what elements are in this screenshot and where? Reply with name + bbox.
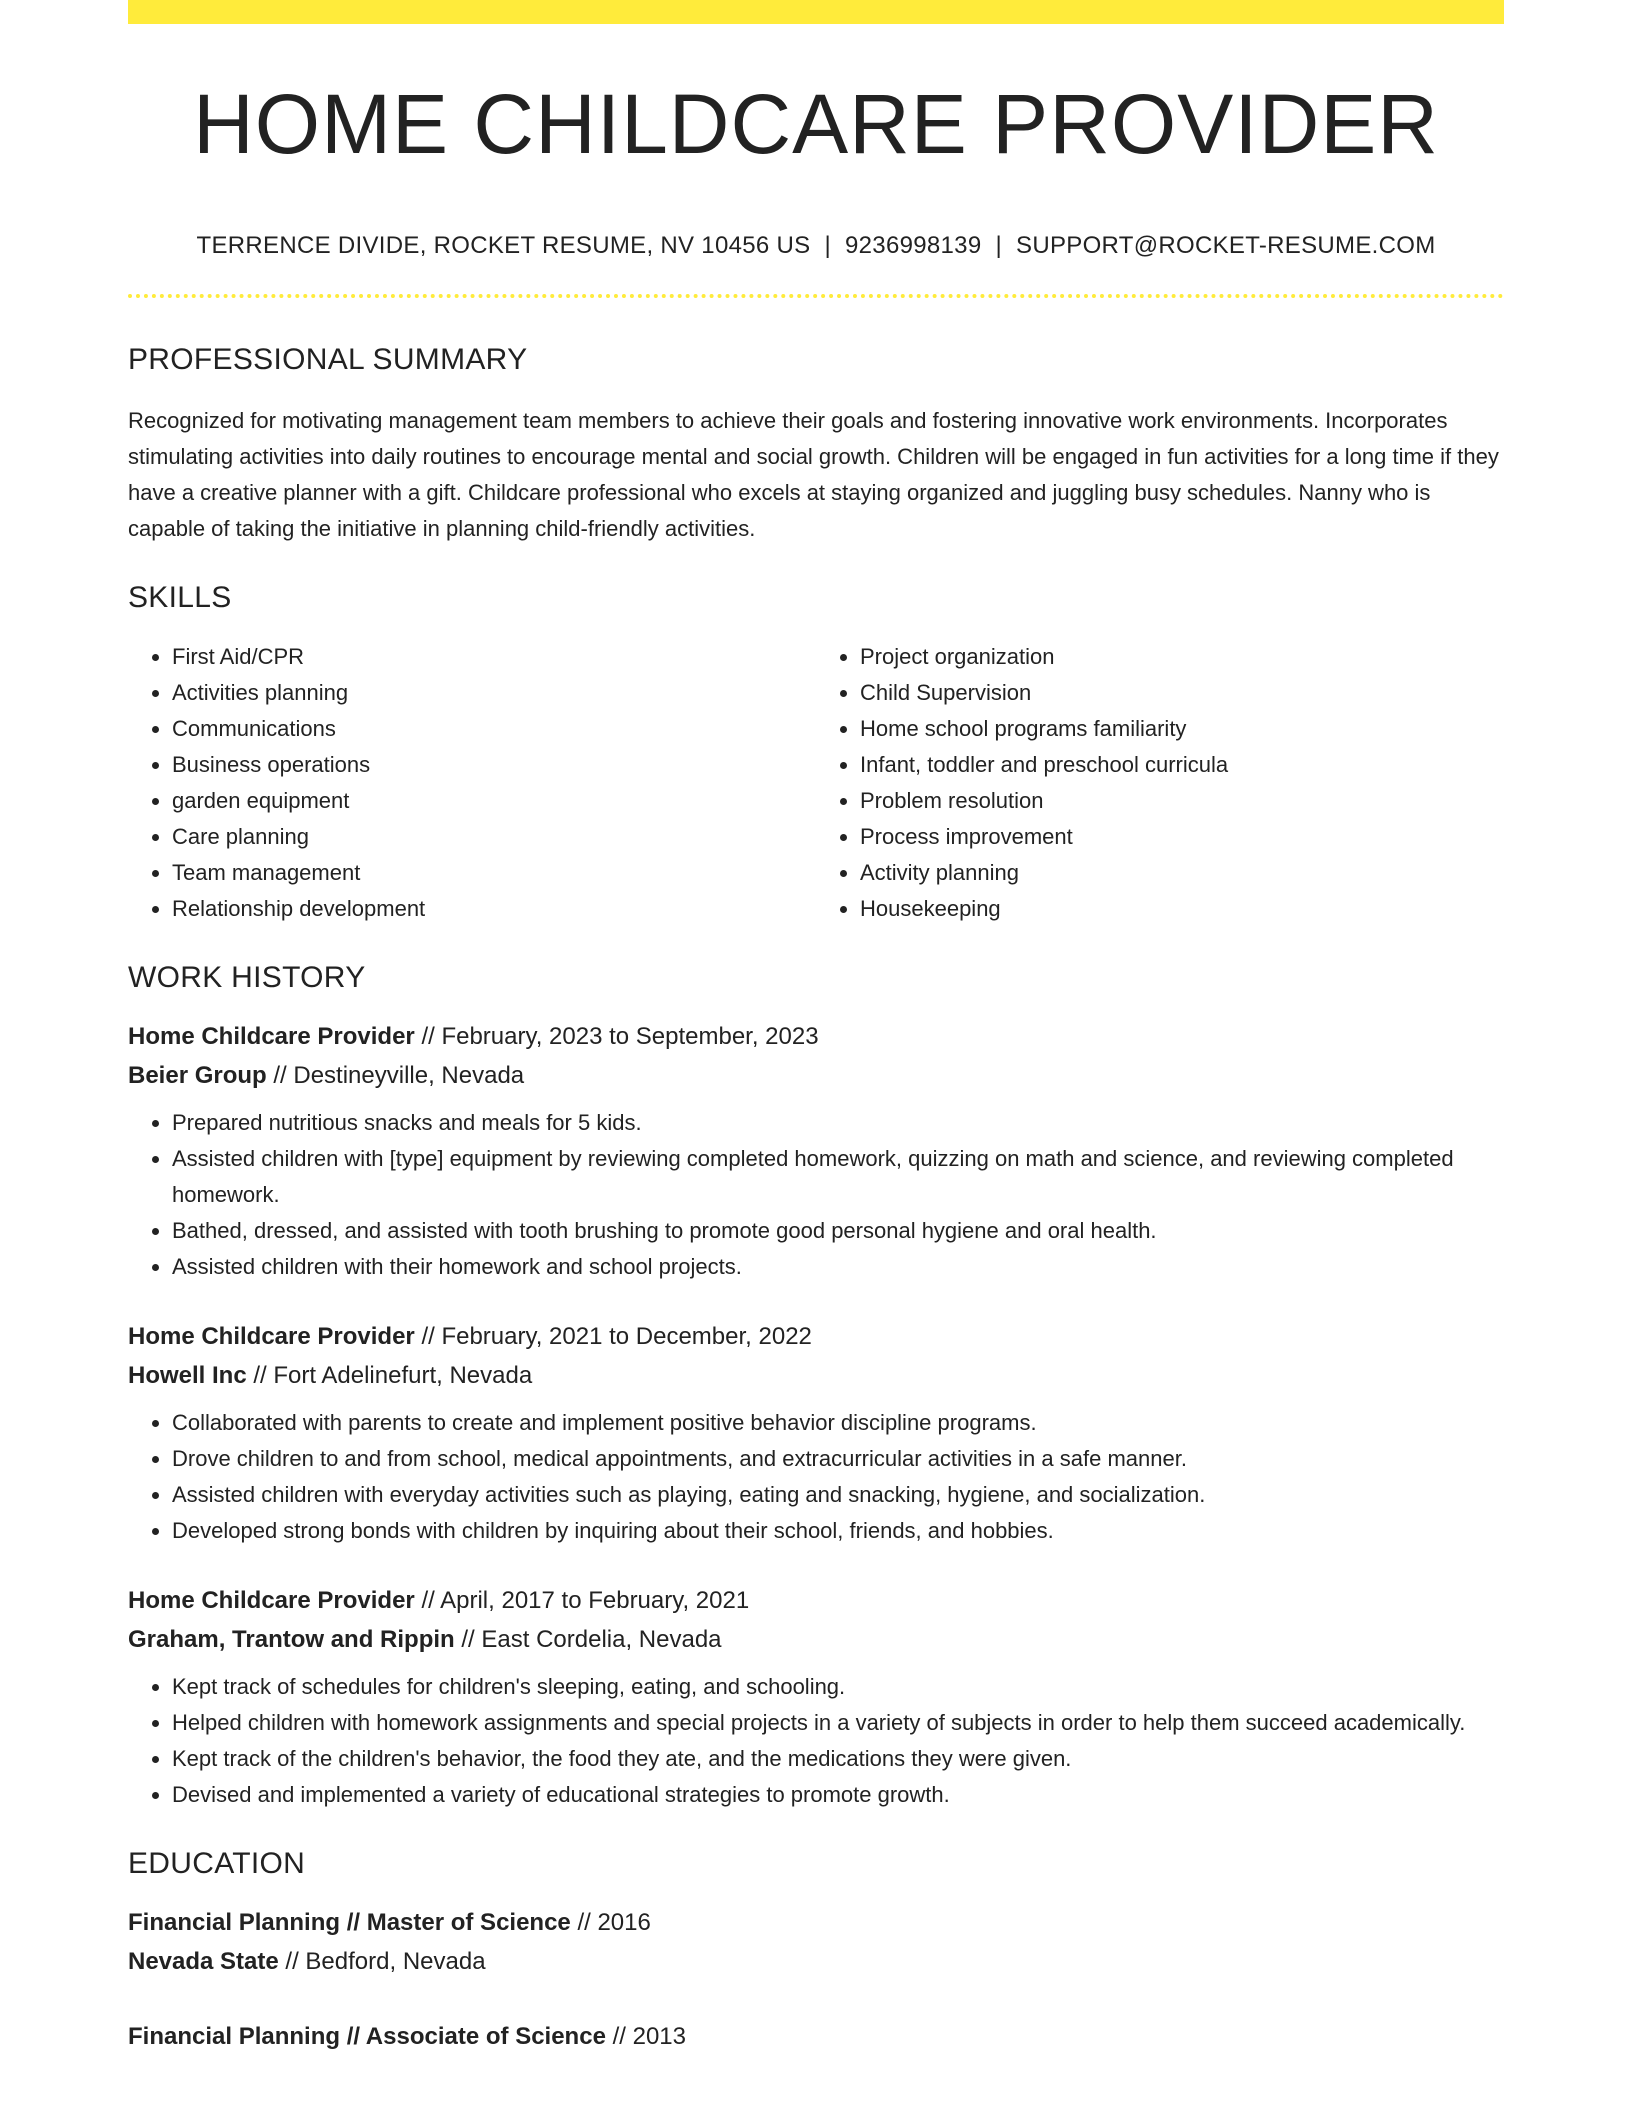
job-duty: • Developed strong bonds with children by inquiring about their school, friends, and hobbies. xyxy=(172,1513,1504,1549)
job-company: Beier Group xyxy=(128,1062,267,1089)
skill-item: • Project organization xyxy=(860,639,1504,675)
job-location: // Fort Adelinefurt, Nevada xyxy=(253,1362,533,1389)
job-location: // East Cordelia, Nevada xyxy=(461,1626,722,1653)
degree-year: // 2013 xyxy=(612,2023,686,2050)
job-location: // Destineyville, Nevada xyxy=(273,1062,525,1089)
skill-item: • Housekeeping xyxy=(860,891,1504,927)
contact-separator: | xyxy=(995,232,1003,259)
job-role: Home Childcare Provider xyxy=(128,1587,415,1614)
job-duty: • Kept track of the children's behavior, the food they ate, and the medications they were given. xyxy=(172,1741,1504,1777)
school: Nevada State xyxy=(128,1948,279,1975)
skill-item: • Relationship development xyxy=(172,891,816,927)
school-line xyxy=(128,1942,1504,1981)
skill-item: • Child Supervision xyxy=(860,675,1504,711)
job-entry xyxy=(128,1017,1504,1285)
skill-item: • Process improvement xyxy=(860,819,1504,855)
contact-line xyxy=(128,234,1504,258)
job-title-line xyxy=(128,1017,1504,1056)
contact-email: SUPPORT@ROCKET-RESUME.COM xyxy=(1016,232,1436,259)
job-company-line xyxy=(128,1056,1504,1095)
contact-separator: | xyxy=(824,232,831,259)
job-duty: • Assisted children with their homework and school projects. xyxy=(172,1249,1504,1285)
skill-item: • Care planning xyxy=(172,819,816,855)
degree: Financial Planning // Master of Science xyxy=(128,1909,571,1936)
resume-page xyxy=(128,0,1504,2056)
job-dates: // April, 2017 to February, 2021 xyxy=(421,1587,750,1614)
job-entry xyxy=(128,1317,1504,1549)
summary-text: Recognized for motivating management team members to achieve their goals and fostering innovative work environments. Incorporates stimulating activities into daily routines to encourage mental and social growth. Children will be engaged in fun activities for a long time if they have a creative planner with a gift. Childcare professional who excels at staying organized and juggling busy schedules. Nanny who is capable of taking the initiative in planning child-friendly activities. xyxy=(128,408,1499,541)
job-duty: • Assisted children with everyday activities such as playing, eating and snacking, hygiene, and socialization. xyxy=(172,1477,1504,1513)
job-dates: // February, 2023 to September, 2023 xyxy=(421,1023,819,1050)
skill-item: • Communications xyxy=(172,711,816,747)
job-duty: • Drove children to and from school, medical appointments, and extracurricular activities in a safe manner. xyxy=(172,1441,1504,1477)
skill-item: • Business operations xyxy=(172,747,816,783)
degree: Financial Planning // Associate of Science xyxy=(128,2023,606,2050)
contact-address: TERRENCE DIVIDE, ROCKET RESUME, NV 10456 US xyxy=(196,232,811,259)
skill-item: • Problem resolution xyxy=(860,783,1504,819)
job-company-line xyxy=(128,1356,1504,1395)
job-company: Graham, Trantow and Rippin xyxy=(128,1626,455,1653)
work-history-heading: WORK HISTORY xyxy=(128,961,366,994)
skill-item: • Activities planning xyxy=(172,675,816,711)
job-duty: • Helped children with homework assignments and special projects in a variety of subjects in order to help them succeed academically. xyxy=(172,1705,1504,1741)
job-company: Howell Inc xyxy=(128,1362,247,1389)
degree-line xyxy=(128,2017,1504,2056)
job-duties xyxy=(128,1669,1504,1813)
skill-item: • Team management xyxy=(172,855,816,891)
contact-phone: 9236998139 xyxy=(845,232,982,259)
top-accent-bar xyxy=(128,0,1504,24)
skill-item: • Activity planning xyxy=(860,855,1504,891)
job-duty: • Kept track of schedules for children's sleeping, eating, and schooling. xyxy=(172,1669,1504,1705)
job-duty: • Assisted children with [type] equipment by reviewing completed homework, quizzing on math and science, and reviewing completed homework. xyxy=(172,1141,1504,1213)
job-role: Home Childcare Provider xyxy=(128,1023,415,1050)
degree-line xyxy=(128,1903,1504,1942)
header-divider xyxy=(128,294,1504,298)
skills-right-column xyxy=(816,639,1504,927)
job-duty: • Collaborated with parents to create and implement positive behavior discipline programs. xyxy=(172,1405,1504,1441)
page-title: HOME CHILDCARE PROVIDER xyxy=(193,77,1439,171)
school-location: // Bedford, Nevada xyxy=(285,1948,486,1975)
job-title-line xyxy=(128,1317,1504,1356)
skill-item: • Infant, toddler and preschool curricula xyxy=(860,747,1504,783)
job-role: Home Childcare Provider xyxy=(128,1323,415,1350)
skills-left-column xyxy=(128,639,816,927)
job-dates: // February, 2021 to December, 2022 xyxy=(421,1323,812,1350)
skill-item: • Home school programs familiarity xyxy=(860,711,1504,747)
job-duties xyxy=(128,1405,1504,1549)
job-entry xyxy=(128,1581,1504,1813)
degree-year: // 2016 xyxy=(577,1909,651,1936)
skill-item: • garden equipment xyxy=(172,783,816,819)
education-entry xyxy=(128,1903,1504,1981)
job-duty: • Prepared nutritious snacks and meals for 5 kids. xyxy=(172,1105,1504,1141)
summary-heading: PROFESSIONAL SUMMARY xyxy=(128,343,528,376)
skills-list xyxy=(128,639,1504,927)
job-title-line xyxy=(128,1581,1504,1620)
job-duty: • Devised and implemented a variety of educational strategies to promote growth. xyxy=(172,1777,1504,1813)
job-duty: • Bathed, dressed, and assisted with tooth brushing to promote good personal hygiene and oral health. xyxy=(172,1213,1504,1249)
job-duties xyxy=(128,1105,1504,1285)
skills-heading: SKILLS xyxy=(128,581,232,614)
job-company-line xyxy=(128,1620,1504,1659)
education-entry xyxy=(128,2017,1504,2056)
education-heading: EDUCATION xyxy=(128,1847,306,1880)
skill-item: • First Aid/CPR xyxy=(172,639,816,675)
